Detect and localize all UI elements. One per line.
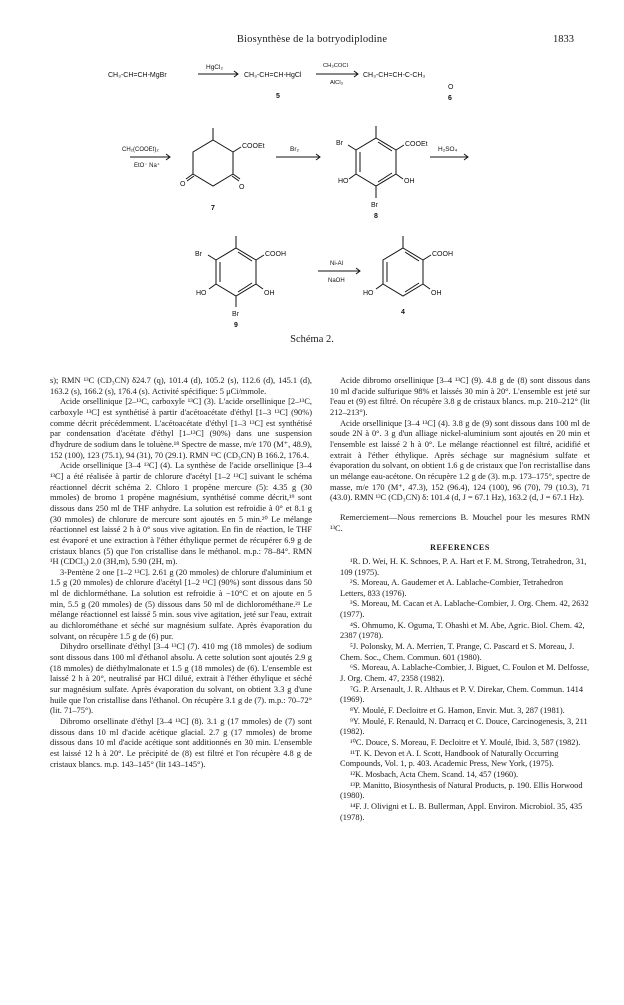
reference-item: ¹⁴F. J. Olivigni et L. B. Bullerman, Appl. Environ. Microbiol. 35, 435 (1978). (340, 801, 583, 822)
ring-compound-9 (216, 248, 256, 296)
compound-7-cooet: COOEt (242, 143, 265, 150)
running-header (0, 34, 624, 48)
paragraph-dibromo-orsellinate: Dibromo orsellinate d'éthyl [3–4 ¹³C] (8). 3.1 g (17 mmoles) de (7) sont dissous dans 10 ml d'acide acétique glacial. 2.7 g (17 mmoles) de brome dissous dans 10 ml d'acide acétique sont additionnés en 30 min. L'ensemble est laissé 12 h à 20°. Le précipité de (8) est filtré et l'on récupère 4.8 g de cristaux blancs. m.p. 143–145° (lit 143–145°). (50, 717, 312, 769)
br-bond-8a (348, 145, 356, 150)
reagent-naoh: NaOH (328, 278, 345, 284)
keto-bond-7a (186, 174, 193, 179)
reagent-hgcl2: HgCl₂ (206, 64, 223, 71)
reagent-acetyl-chloride: CH₃COCl (323, 63, 348, 69)
ester-bond-8 (396, 145, 404, 150)
label-compound-5: 5 (276, 93, 280, 100)
acid-bond-9 (256, 255, 264, 260)
compound-6-oxygen: O (448, 84, 454, 91)
compound-9-br-a: Br (195, 251, 202, 258)
keto-bond-7d (232, 176, 239, 181)
compound-8-br-a: Br (336, 140, 343, 147)
compound-4-ho: HO (363, 290, 374, 297)
compound-8-cooet: COOEt (405, 141, 428, 148)
compound-7-oxo-a: O (180, 181, 186, 188)
compound-8-ho: HO (338, 178, 349, 185)
ho-bond-9 (209, 284, 216, 289)
br-bond-9a (208, 255, 216, 260)
compound-4-cooh: COOH (432, 251, 453, 258)
acid-bond-4 (423, 255, 431, 260)
paragraph-dihydro-orsellinate: Dihydro orsellinate d'éthyl [3–4 ¹³C] (7). 410 mg (18 mmoles) de sodium sont dissous dans 100 ml d'éthanol absolu. A cette solution sont ajoutés 2.9 g (18 mmoles) de diéthylmalonate et 1.5 g (18 mmoles) de (6). L'ensemble est laissé 2 h à 20°, neutralisé par HCl dilué, extrait à l'éther éthylique et séché sur magnésium sulfate. Après évaporation du solvant, on obtient 3.3 g d'une huile que l'on cristallise dans l'éthanol. On récupère 3.1 g de (7). m.p.: 70–72° (lit. 71–75°). (50, 642, 312, 716)
compound-8-oh: OH (404, 178, 415, 185)
reference-item: ¹²K. Mosbach, Acta Chem. Scand. 14, 457 (1960). (350, 769, 519, 779)
label-compound-9: 9 (234, 322, 238, 329)
reagent-diethylmalonate: CH₂(COOEt)₂ (122, 147, 159, 153)
label-compound-8: 8 (374, 213, 378, 220)
paragraph-remerciement: Remerciement—Nous remercions B. Mouchel pour les mesures RMN ¹³C. (330, 512, 590, 533)
ho-bond-4 (376, 284, 383, 289)
compound-9-br-b: Br (232, 311, 239, 318)
reference-item: ⁸Y. Moulé, F. Decloitre et G. Hamon, Envir. Mut. 3, 287 (1981). (350, 706, 565, 716)
reference-item: ¹R. D. Wei, H. K. Schnoes, P. A. Hart et F. M. Strong, Tetrahedron, 31, 109 (1975). (340, 556, 587, 577)
reference-item: ¹¹T. K. Devon et A. I. Scott, Handbook of Naturally Occurring Compounds, Vol. 1, p. 403. Academic Press, New York, (1975). (340, 748, 559, 769)
keto-bond-7b (187, 176, 194, 181)
compound-8-br-b: Br (371, 202, 378, 209)
keto-bond-7c (233, 174, 240, 179)
compound-9-cooh: COOH (265, 251, 286, 258)
reference-item: ²S. Moreau, A. Gaudemer et A. Lablache-Combier, Tetrahedron Letters, 833 (1976). (340, 578, 564, 598)
reference-item: ⁵J. Polonsky, M. A. Merrien, T. Prange, C. Pascard et S. Moreau, J. Chem. Soc., Chem. Commun. 601 (1980). (340, 642, 575, 662)
reference-item: ⁴S. Ohmumo, K. Oguma, T. Ohashi et M. Abe, Agric. Biol. Chem. 42, 2387 (1978). (340, 620, 585, 641)
paragraph-acide-dibromo: Acide dibromo orsellinique [3–4 ¹³C] (9). 4.8 g de (8) sont dissous dans 10 ml d'acide sulfurique 98% et laissés 30 min à 20°. L'ensemble est jeté sur l'eau et (9) est filtré. On récupère 3.8 g de cristaux blancs. m.p. 210–212° (lit 212–213°). (330, 376, 590, 417)
page-number: 1833 (553, 34, 574, 45)
paragraph-acide-orsellinique-2c: Acide orsellinique [2–¹³C, carboxyle ¹³C] (3). L'acide orsellinique [2–¹³C, carboxyle ¹³C] est synthétisé à partir d'acétoacétate d'éthyl [1–3 ¹³C] (90%) comme décrit précédemment. L'acétoacétate d'éthyl [1–3 ¹³C] est synthétisé par condensation d'acétate d'éthyl [1–¹³C] (90%) dans une suspension d'hydrure de sodium dans le toluène.¹⁸ Spectre de masse, m/e 170 (M⁺, 48.9), 152 (100), 123 (75.1), 94 (31), 70 (29.1). RMN ¹³C (CD₃CN) B 166.2, 176.4. (50, 397, 312, 460)
ring-compound-4 (383, 248, 423, 296)
ho-bond-8 (349, 174, 356, 179)
compound-5-formula: CH₃-CH=CH-HgCl (244, 72, 302, 79)
oh-bond-4 (423, 284, 430, 289)
reagent-nickel-aluminium: Ni-Al (330, 261, 343, 267)
reference-item: ⁷G. P. Arsenault, J. R. Althaus et P. V. Direkar, Chem. Commun. 1414 (1969). (340, 684, 584, 705)
oh-bond-9 (256, 284, 263, 289)
reactant-propenyl-grignard: CH₃-CH=CH-MgBr (108, 72, 167, 79)
paragraph-acide-orsellinique-final: Acide orsellinique [3–4 ¹³C] (4). 3.8 g de (9) sont dissous dans 100 ml de soude 2N à 0°. 3 g d'un alliage nickel-aluminium sont ajoutés en 20 min et l'ensemble est laissé 2 h à 0°. Le mélange réactionnel est filtré, acidifié et extrait à l'éther éthylique. Après séchage sur magnésium sulfate et évaporation du solvant, on obtient 1.6 g de cristaux que l'on recristallise dans un mélange eau-acétone. On récupère 1.2 g de (3). m.p. 173–175°, spectre de masse, m/e 170 (M⁺, 47.3), 152 (96.4), 124 (100), 96 (70), 79 (10.3), 71 (43.0). RMN ¹³C (CD₃CN) δ: 101.4 (d, J = 67.1 Hz), 163.2 (d, J = 67.1 Hz). (330, 418, 590, 503)
reference-item: ⁹Y. Moulé, F. Renauld, N. Darracq et C. Douce, Carcinogenesis, 3, 211 (1982). (340, 716, 588, 737)
paragraph-acide-orsellinique-34c: Acide orsellinique [3–4 ¹³C] (4). La synthèse de l'acide orsellinique [3–4 ¹³C] a été réalisée à partir de chlorure d'acétyl [1–2 ¹³C] suivant le schéma réactionnel décrit schéma 2. Chloro 1 propène mercure (5): 4.35 g (30 mmoles) de bromo 1 propène magnésium, synthétisé comme décrit,¹⁹ sont dissous dans 250 ml de THF anhydre. La solution est refroidie à 0° et 8.1 g (30 mmoles) de chlorure de mercure sont ajoutés en 5 min.²⁰ Le mélange réactionnel est laissé 2 h à 0° sous vive agitation. En fin de réaction, le THF est évaporé et une extraction à l'éther éthylique permet de récupérer 6.9 g de cristaux blancs (5) que l'on cristallise dans le méthanol. m.p.: 78–84°. RMN ¹H (CDCl₃) 2.0 (3H,m), 5.90 (2H, m). (50, 461, 312, 567)
reaction-scheme (108, 52, 563, 330)
compound-7-oxo-b: O (239, 184, 245, 191)
reference-item: ³S. Moreau, M. Cacan et A. Lablache-Combier, J. Org. Chem. 42, 2632 (1977). (340, 599, 589, 620)
references-heading: REFERENCES (430, 543, 490, 553)
reference-item: ¹⁰C. Douce, S. Moreau, F. Decloitre et Y. Moulé, Ibid. 3, 587 (1982). (350, 738, 581, 747)
right-column (330, 376, 590, 823)
reagent-ethoxide: EtO⁻ Na⁺ (134, 163, 161, 169)
compound-4-oh: OH (431, 290, 442, 297)
compound-9-ho: HO (196, 290, 207, 297)
running-title: Biosynthèse de la botryodiplodine (236, 34, 388, 45)
scheme-caption: Schéma 2. (290, 334, 334, 345)
ring-compound-8 (356, 138, 396, 186)
oh-bond-8 (396, 174, 403, 179)
reagent-h2so4: H₂SO₄ (438, 146, 458, 153)
label-compound-7: 7 (211, 205, 215, 212)
reference-item: ¹³P. Manitto, Biosynthesis of Natural Products, p. 190. Ellis Horwood (1980). (340, 780, 583, 801)
reagent-br2: Br₂ (290, 146, 300, 153)
label-compound-4: 4 (401, 309, 405, 316)
label-compound-6: 6 (448, 95, 452, 102)
reference-item: ⁶S. Moreau, A. Lablache-Combier, J. Biguet, C. Foulon et M. Delfosse, J. Org. Chem. 47, 2358 (1982). (340, 663, 590, 684)
compound-6-formula: CH₃-CH=CH-C-CH₃ (363, 72, 426, 79)
left-column (50, 376, 312, 770)
reagent-alcl3: AlCl₃ (330, 80, 343, 86)
ring-compound-7 (193, 140, 233, 186)
ester-bond-7 (233, 147, 241, 152)
compound-9-oh: OH (264, 290, 275, 297)
paragraph-nmr-continued: s); RMN ¹³C (CD₃CN) δ24.7 (q), 101.4 (d), 105.2 (s), 112.6 (d), 145.1 (d), 163.2 (s), 166.2 (s), 176.4 (s). Activité spécifique: 5 μCi/mmole. (50, 376, 312, 396)
paragraph-pentene-one: 3-Pentène 2 one [1–2 ¹³C]. 2.61 g (20 mmoles) de chlorure d'aluminium et 1.5 g (20 mmoles) de chlorure d'acétyl [1–2 ¹³C] (90%) sont dissous dans 50 ml de dichlorméthane. La solution est refroidie à −10°C et on ajoute en 5 min, 5.5 g (20 mmoles) de (5) dissous dans 50 ml de dichlorométhane.²¹ Le mélange réactionnel est laissé 5 min. sous vive agitation, jeté sur l'eau, extrait au dichlorométhane et séché sur magnésium sulfate. Après évaporation du solvant, on récupère 1.5 g de (6) pur. (50, 567, 312, 641)
